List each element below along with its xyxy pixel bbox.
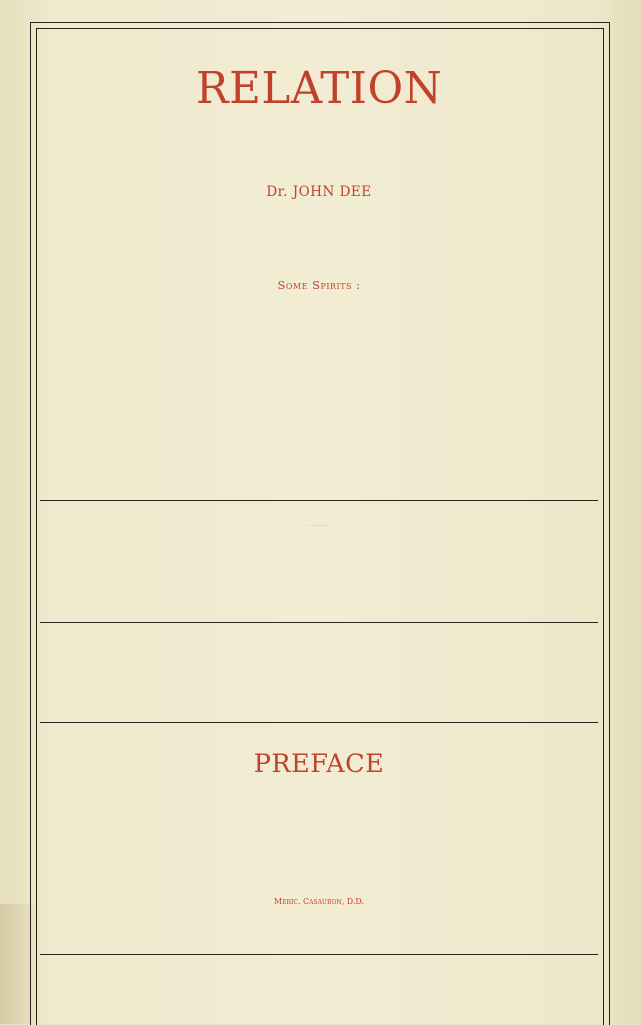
rule-1 (40, 500, 598, 501)
rule-2 (40, 622, 598, 623)
title-letters: The Letters of Sundry Great Men (308, 526, 330, 527)
title-relation: RELATION (195, 64, 443, 114)
rule-3 (40, 722, 598, 723)
title-john-dee: Dr. JOHN DEE (266, 184, 372, 200)
title-preface: PREFACE (253, 749, 385, 779)
rule-4 (40, 954, 598, 955)
title-author: Meric. Casaubon, D.D. (273, 897, 365, 906)
title-some-spirits: Some Spirits : (277, 278, 361, 292)
